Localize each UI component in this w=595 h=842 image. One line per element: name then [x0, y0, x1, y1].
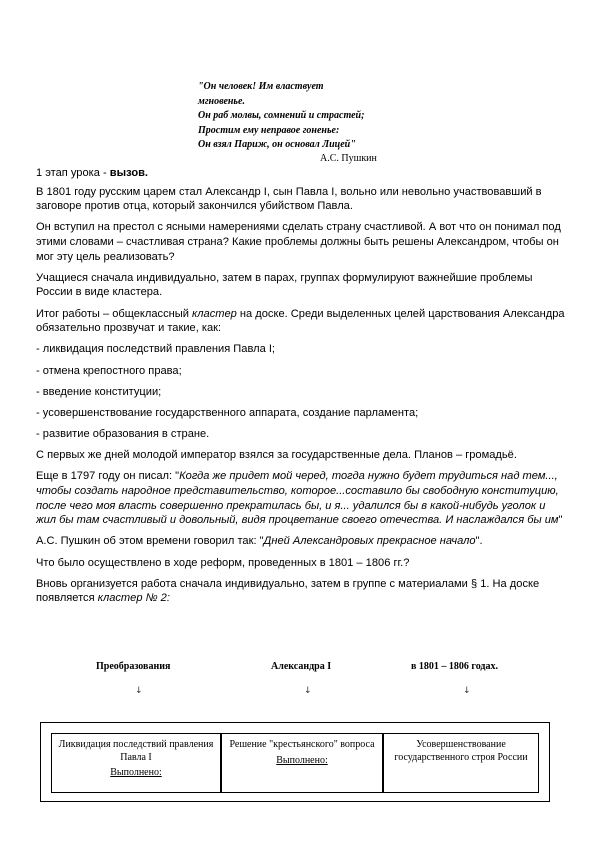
paragraph: С первых же дней молодой император взялся за государственные дела. Планов – громадьё. [36, 449, 517, 462]
cluster-box-title: Ликвидация последствий правления Павла I [58, 739, 214, 763]
text-run: ". [475, 535, 483, 548]
list-item: - ликвидация последствий правления Павла I; [36, 343, 275, 356]
text-run: Итог работы – общеклассный [36, 307, 193, 320]
list-item: - отмена крепостного права; [36, 364, 182, 377]
paragraph [36, 469, 566, 527]
cluster-box-title: Усовершенствование государственного строя России [394, 739, 528, 763]
epigraph-line: Простим ему неправое гоненье: [198, 124, 340, 136]
cluster-label-years: в 1801 – 1806 годах. [411, 661, 498, 672]
arrow-down-icon: ↓ [463, 686, 471, 696]
epigraph-line: "Он человек! Им властвует [198, 81, 324, 92]
epigraph [198, 80, 458, 166]
list-item: - введение конституции; [36, 385, 162, 398]
cluster-box-status: Выполнено: [276, 754, 328, 766]
text-run: А.С. Пушкин об этом времени говорил так: " [36, 535, 264, 548]
quote-run: Когда же придет мой черед, тогда нужно будет трудиться над тем..., чтобы создать народное представительство, которое...составило бы свободную конституцию, после чего моя власть совершенно прекратилась бы, и я... удалился бы в какой-нибудь уголок и жил бы там счастливый и довольный, видя процветание своего отечества. И наслаждался бы им [36, 470, 559, 527]
epigraph-line: мгновенье. [198, 95, 245, 107]
italic-run: кластер [192, 307, 237, 320]
cluster-box [383, 733, 539, 793]
italic-run: кластер № 2: [97, 592, 170, 605]
cluster-box-status: Выполнено: [110, 767, 162, 778]
cluster-box-title: Решение "крестьянского" вопроса [229, 739, 375, 750]
cluster-box [51, 733, 221, 793]
cluster-box [221, 733, 383, 793]
arrow-down-icon: ↓ [135, 686, 143, 696]
cluster-frame [40, 722, 550, 802]
paragraph [36, 307, 566, 336]
list-item: - развитие образования в стране. [36, 428, 210, 441]
paragraph [36, 534, 566, 549]
text-run: " [558, 514, 563, 527]
cluster-label-aleksandra: Александра I [271, 661, 332, 672]
text-run: Еще в 1797 году он писал: " [36, 470, 180, 483]
epigraph-line: Он взял Париж, он основал Лицей" [198, 139, 356, 150]
text-run: Вновь организуется работа сначала индивидуально, затем в группе с материалами § 1. На доске появляется [36, 577, 540, 605]
text-run: на доске. Среди выделенных целей царствования Александра обязательно прозвучат и такие, как: [36, 307, 565, 335]
paragraph: Учащиеся сначала индивидуально, затем в парах, группах формулируют важнейшие проблемы России в виде кластера. [36, 271, 533, 299]
quote-run: Дней Александровых прекрасное начало [263, 535, 476, 548]
list-item: - усовершенствование государственного аппарата, создание парламента; [36, 406, 419, 419]
stage-prefix: 1 этап урока - [36, 167, 110, 179]
paragraph: В 1801 году русским царем стал Александр I, сын Павла I, вольно или невольно участвовавший в заговоре против отца, который закончился убийством Павла. [36, 185, 542, 213]
stage-title: вызов. [109, 167, 148, 179]
epigraph-author: А.С. Пушкин [320, 152, 377, 164]
arrow-down-icon: ↓ [304, 686, 312, 696]
paragraph [36, 577, 566, 606]
cluster-label-preobrazovaniya: Преобразования [96, 661, 171, 672]
paragraph: Он вступил на престол с ясными намерениями сделать страну счастливой. А вот что он понимал под этими словами – счастливая страна? Какие проблемы должны быть решены Александром, чтобы он мог эту цель реализовать? [36, 221, 561, 263]
lesson-stage [36, 166, 566, 181]
epigraph-line: Он раб молвы, сомнений и страстей; [198, 110, 365, 121]
paragraph: Что было осуществлено в ходе реформ, проведенных в 1801 – 1806 гг.? [36, 556, 410, 569]
body-text [36, 166, 566, 613]
